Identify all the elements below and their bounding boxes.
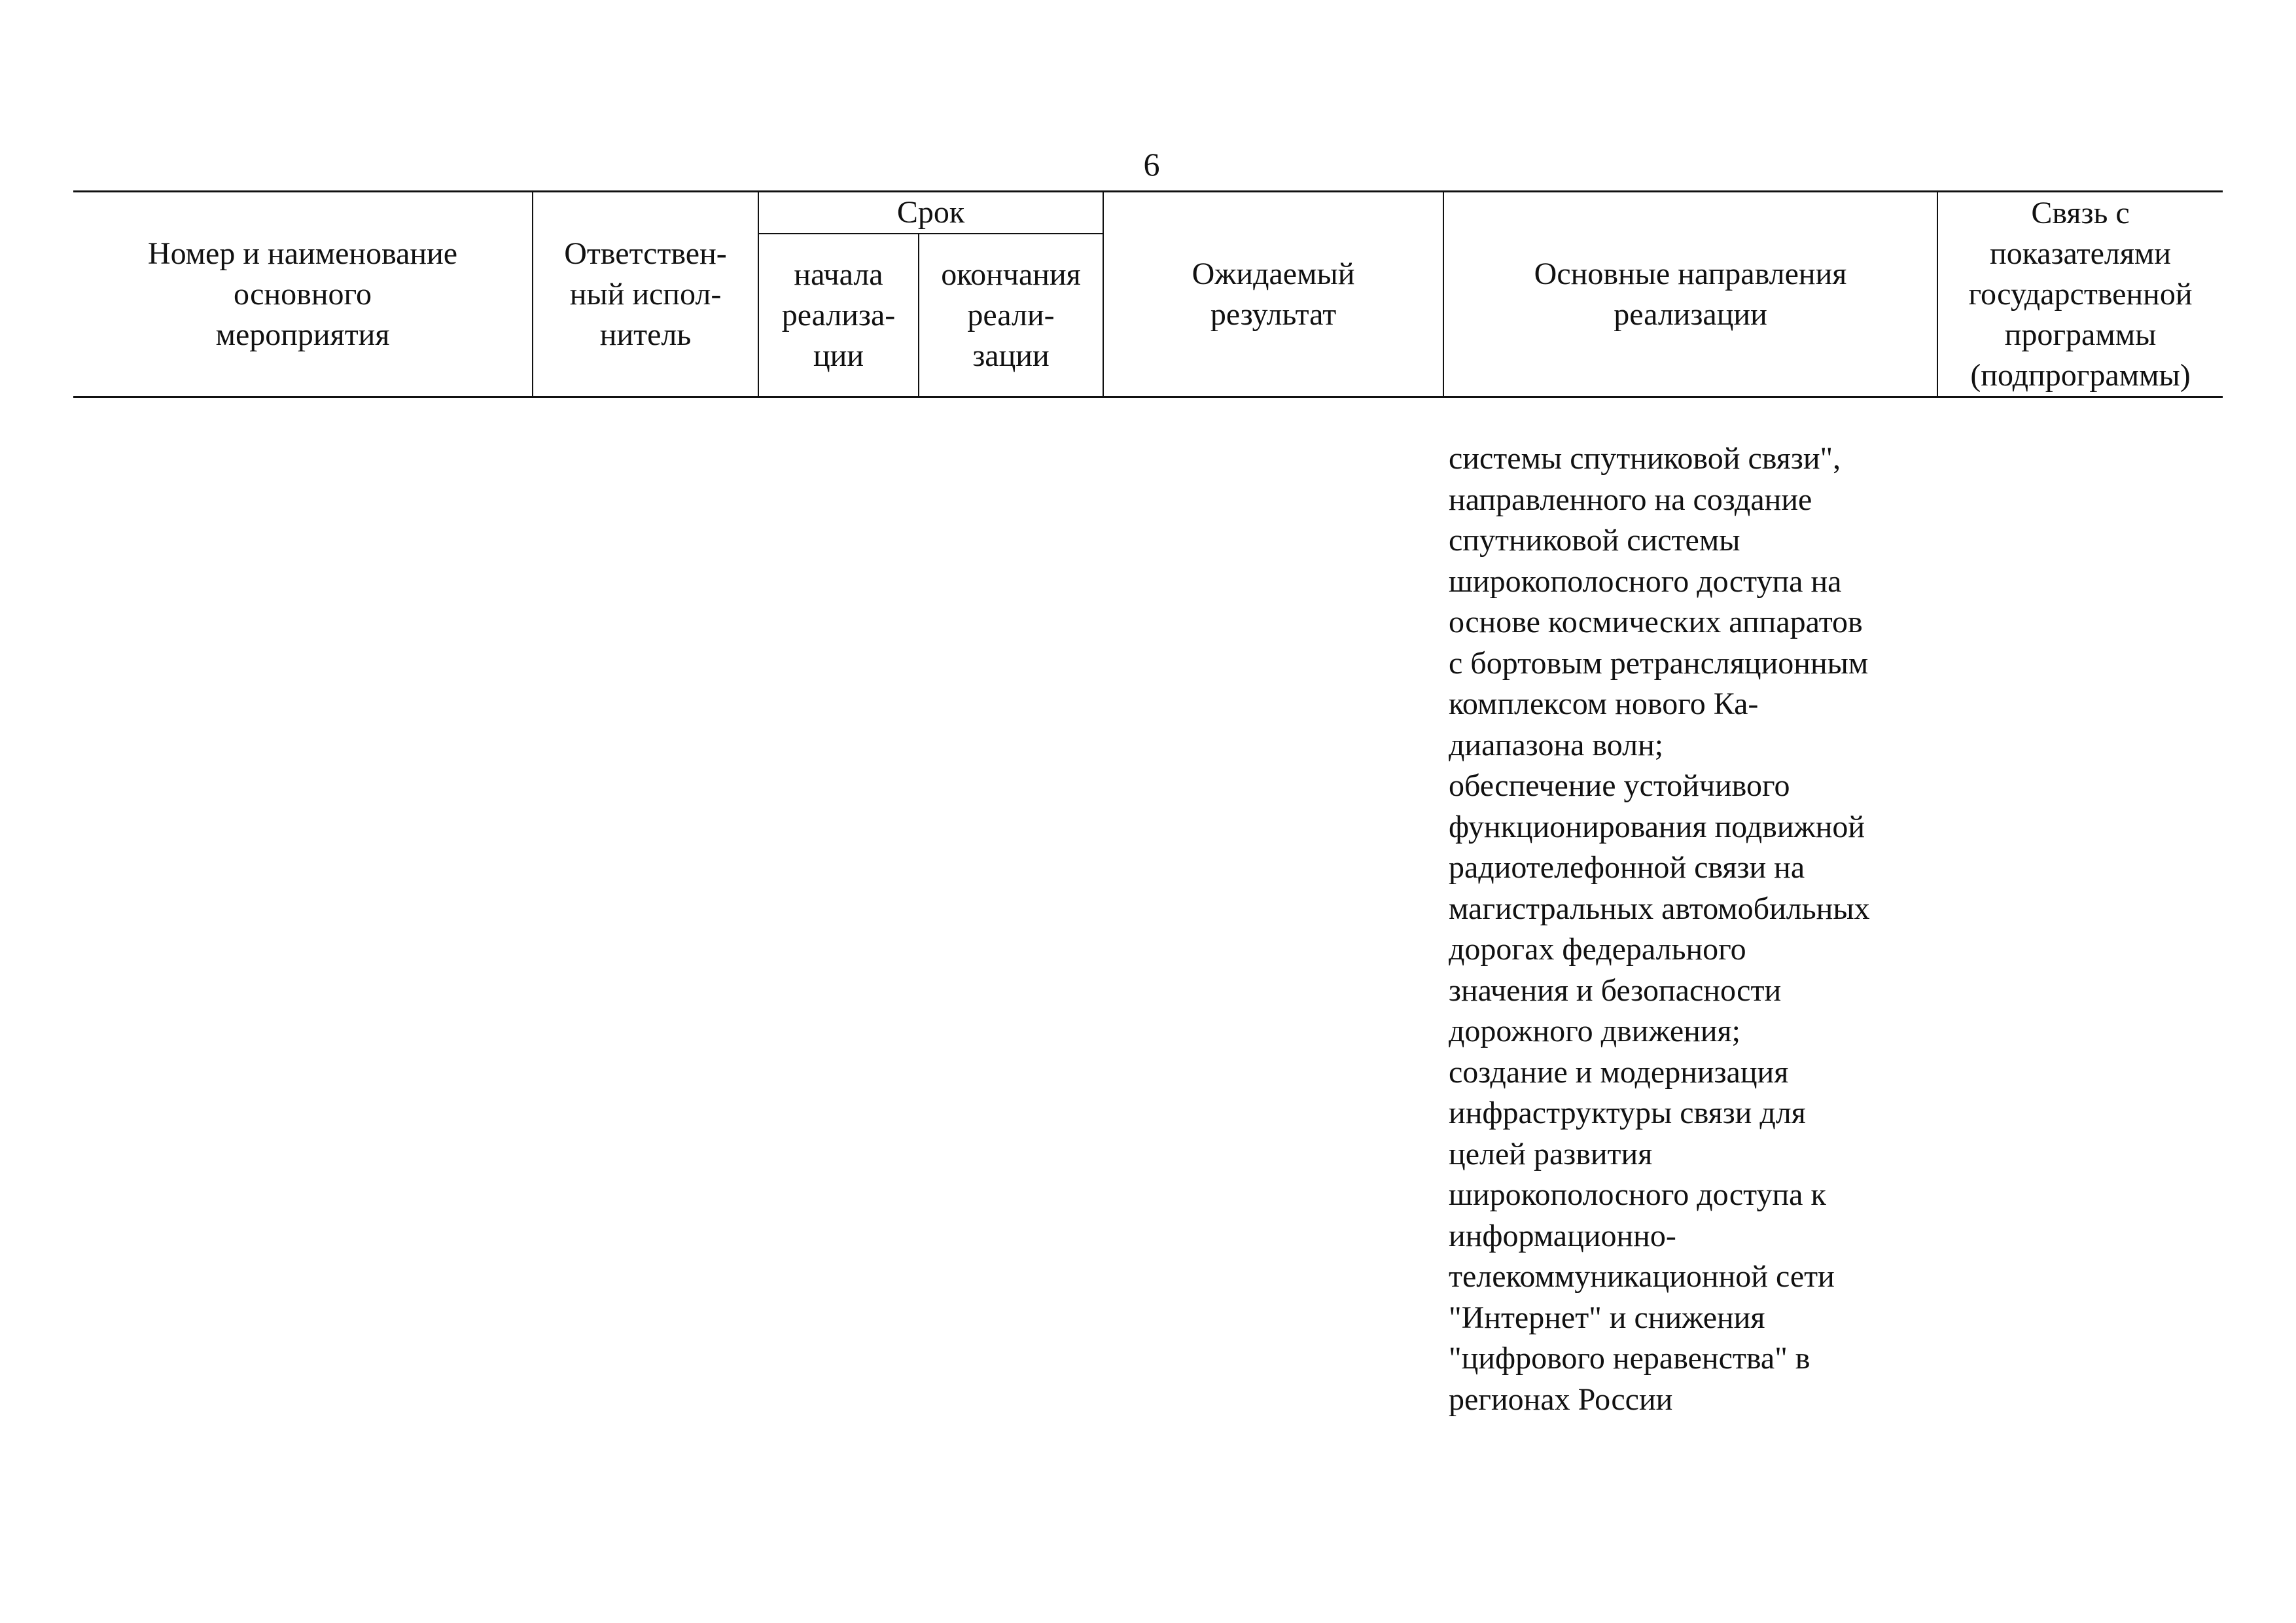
header-term-start-label: начала реализа- ции (781, 257, 896, 373)
directions-line: создание и модернизация (1449, 1054, 1789, 1090)
directions-line: комплексом нового Ка- (1449, 687, 1759, 721)
directions-line: системы спутниковой связи", (1449, 441, 1841, 476)
header-directions (1443, 192, 1937, 397)
directions-line: направленного на создание (1449, 482, 1812, 517)
directions-line: телекоммуникационной сети (1449, 1259, 1835, 1294)
directions-line: магистральных автомобильных (1449, 891, 1870, 926)
directions-line: основе космических аппаратов (1449, 605, 1863, 639)
directions-line: регионах России (1449, 1382, 1673, 1417)
header-measure (73, 192, 533, 397)
directions-line: диапазона волн; (1449, 727, 1664, 762)
header-expected-result-label: Ожидаемый результат (1192, 256, 1355, 332)
header-responsible-label: Ответствен- ный испол- нитель (564, 236, 727, 352)
directions-text (1449, 438, 1959, 1420)
directions-line: информационно- (1449, 1218, 1676, 1253)
header-term-end (919, 234, 1103, 397)
directions-line: дорожного движения; (1449, 1014, 1740, 1048)
header-row-top (73, 192, 2223, 234)
header-expected-result (1103, 192, 1443, 397)
directions-line: "Интернет" и снижения (1449, 1300, 1765, 1335)
header-term-label: Срок (896, 195, 965, 230)
directions-line: широкополосного доступа к (1449, 1177, 1826, 1212)
header-directions-label: Основные направления реализации (1534, 256, 1847, 332)
directions-line: значения и безопасности (1449, 972, 1782, 1008)
directions-line: целей развития (1449, 1136, 1653, 1171)
header-term-end-label: окончания реали- зации (941, 257, 1081, 373)
directions-line: функционирования подвижной (1449, 809, 1865, 844)
header-link-label: Связь с показателями государственной программы (подпрограммы) (1968, 195, 2193, 393)
header-table (73, 190, 2223, 398)
directions-line: "цифрового неравенства" в (1449, 1341, 1810, 1376)
header-link (1937, 192, 2223, 397)
header-term-start (758, 234, 919, 397)
directions-line: широкополосного доступа на (1449, 563, 1842, 599)
directions-line: спутниковой системы (1449, 523, 1740, 558)
directions-line: инфраструктуры связи для (1449, 1096, 1806, 1130)
header-term (758, 192, 1103, 234)
directions-line: дорогах федерального (1449, 932, 1746, 967)
directions-line: обеспечение устойчивого (1449, 768, 1790, 803)
page-number: 6 (1143, 146, 1160, 183)
header-responsible (533, 192, 758, 397)
header-measure-label: Номер и наименование основного мероприятия (147, 236, 458, 352)
directions-line: радиотелефонной связи на (1449, 850, 1805, 885)
directions-line: с бортовым ретрансляционным (1449, 645, 1869, 681)
